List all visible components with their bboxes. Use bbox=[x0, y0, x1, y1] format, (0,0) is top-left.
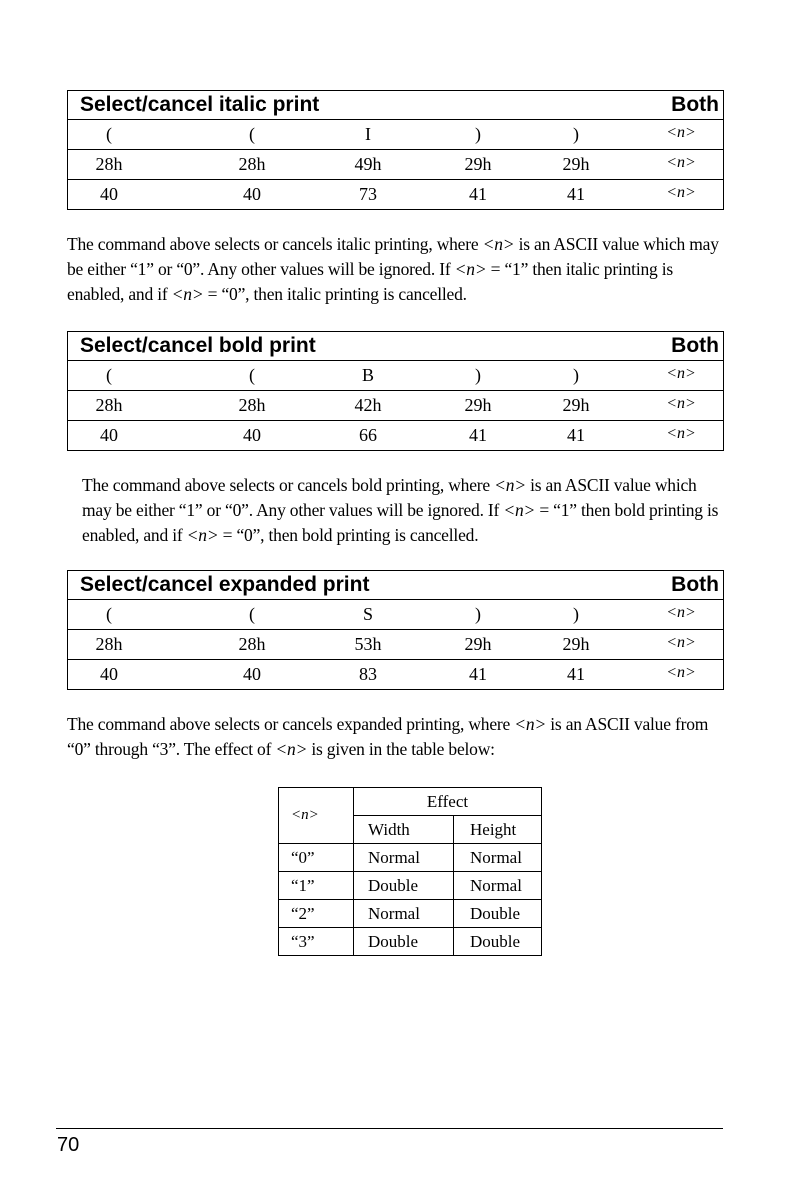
command-mode: Both bbox=[671, 334, 719, 357]
command-row-hex bbox=[68, 390, 723, 420]
code-cell: ( bbox=[249, 124, 255, 144]
table-cell: Double bbox=[454, 900, 542, 928]
code-cell: 41 bbox=[567, 184, 585, 204]
code-cell: B bbox=[361, 365, 375, 385]
code-cell: <n> bbox=[666, 604, 696, 621]
table-cell: Double bbox=[354, 928, 454, 956]
code-cell: 28h bbox=[238, 634, 266, 654]
code-cell: ) bbox=[475, 365, 481, 385]
code-cell: 53h bbox=[354, 634, 382, 654]
code-cell: 28h bbox=[95, 634, 123, 654]
code-cell: ) bbox=[475, 604, 481, 624]
command-title: Select/cancel italic print bbox=[80, 93, 320, 116]
code-cell: 29h bbox=[464, 395, 492, 415]
table-cell: “3” bbox=[279, 928, 354, 956]
code-cell: ( bbox=[249, 604, 255, 624]
command-row-ascii bbox=[68, 600, 723, 629]
table-row bbox=[279, 872, 542, 900]
code-cell: 29h bbox=[562, 154, 590, 174]
code-cell: 40 bbox=[243, 425, 261, 445]
command-row-ascii bbox=[68, 361, 723, 390]
command-title: Select/cancel bold print bbox=[80, 334, 316, 357]
code-cell: 41 bbox=[469, 184, 487, 204]
table-row bbox=[279, 900, 542, 928]
table-cell: “2” bbox=[279, 900, 354, 928]
command-mode: Both bbox=[671, 573, 719, 596]
code-cell: 41 bbox=[567, 664, 585, 684]
description-bold: The command above selects or cancels bold printing, where <n> is an ASCII value which may be either “1” or “0”. Any other values will be ignored. If <n> = “1” then bold printing is enabled, and if <n> = “0”, then bold printing is cancelled. bbox=[82, 475, 719, 545]
code-cell: ( bbox=[106, 365, 112, 385]
code-cell: ( bbox=[106, 124, 112, 144]
code-cell: 40 bbox=[243, 664, 261, 684]
command-row-hex bbox=[68, 149, 723, 179]
page-number: 70 bbox=[57, 1134, 80, 1156]
code-cell: <n> bbox=[666, 634, 696, 651]
command-header bbox=[68, 91, 723, 120]
code-cell: 28h bbox=[238, 395, 266, 415]
table-cell: Double bbox=[454, 928, 542, 956]
code-cell: ) bbox=[573, 124, 579, 144]
code-cell: 41 bbox=[469, 664, 487, 684]
code-cell: <n> bbox=[666, 395, 696, 412]
command-row-hex bbox=[68, 629, 723, 659]
code-cell: <n> bbox=[666, 124, 696, 141]
table-row bbox=[279, 928, 542, 956]
command-box-expanded bbox=[67, 570, 724, 690]
code-cell: 28h bbox=[95, 154, 123, 174]
command-row-decimal bbox=[68, 659, 723, 689]
code-cell: 40 bbox=[100, 184, 118, 204]
code-cell: 28h bbox=[238, 154, 266, 174]
code-cell: 42h bbox=[354, 395, 382, 415]
code-cell: 28h bbox=[95, 395, 123, 415]
code-cell: 29h bbox=[464, 634, 492, 654]
command-box-italic bbox=[67, 90, 724, 210]
command-row-decimal bbox=[68, 179, 723, 209]
table-cell: “0” bbox=[279, 844, 354, 872]
command-header bbox=[68, 332, 723, 361]
table-cell: Normal bbox=[454, 872, 542, 900]
width-header: Width bbox=[354, 816, 454, 844]
code-cell: ( bbox=[249, 365, 255, 385]
code-cell: <n> bbox=[666, 664, 696, 681]
command-row-ascii bbox=[68, 120, 723, 149]
table-cell: Normal bbox=[354, 900, 454, 928]
code-cell: 29h bbox=[562, 634, 590, 654]
param-header: <n> bbox=[279, 788, 354, 844]
command-header bbox=[68, 571, 723, 600]
command-title: Select/cancel expanded print bbox=[80, 573, 370, 596]
code-cell: <n> bbox=[666, 154, 696, 171]
code-cell: 66 bbox=[359, 425, 377, 445]
code-cell: ) bbox=[573, 365, 579, 385]
footer-rule bbox=[56, 1128, 723, 1129]
code-cell: <n> bbox=[666, 425, 696, 442]
table-cell: Normal bbox=[354, 844, 454, 872]
code-cell: 41 bbox=[567, 425, 585, 445]
command-mode: Both bbox=[671, 93, 719, 116]
code-cell: <n> bbox=[666, 184, 696, 201]
code-cell: ) bbox=[475, 124, 481, 144]
code-cell: I bbox=[365, 124, 371, 144]
table-cell: Double bbox=[354, 872, 454, 900]
code-cell: 40 bbox=[100, 425, 118, 445]
code-cell: 40 bbox=[243, 184, 261, 204]
height-header: Height bbox=[454, 816, 542, 844]
code-cell: S bbox=[362, 604, 374, 624]
code-cell: 73 bbox=[359, 184, 377, 204]
code-cell: 41 bbox=[469, 425, 487, 445]
command-box-bold bbox=[67, 331, 724, 451]
code-cell: ( bbox=[106, 604, 112, 624]
code-cell: 49h bbox=[354, 154, 382, 174]
code-cell: 29h bbox=[562, 395, 590, 415]
code-cell: <n> bbox=[666, 365, 696, 382]
effect-header: Effect bbox=[354, 788, 542, 816]
effect-table bbox=[278, 787, 542, 956]
code-cell: 40 bbox=[100, 664, 118, 684]
description-italic: The command above selects or cancels italic printing, where <n> is an ASCII value which may be either “1” or “0”. Any other values will be ignored. If <n> = “1” then italic printing is enabled, and if <n> = “0”, then italic printing is cancelled. bbox=[67, 234, 719, 304]
code-cell: ) bbox=[573, 604, 579, 624]
description-expanded: The command above selects or cancels expanded printing, where <n> is an ASCII value from “0” through “3”. The effect of <n> is given in the table below: bbox=[67, 714, 709, 759]
code-cell: 29h bbox=[464, 154, 492, 174]
table-cell: Normal bbox=[454, 844, 542, 872]
table-cell: “1” bbox=[279, 872, 354, 900]
code-cell: 83 bbox=[359, 664, 377, 684]
table-row bbox=[279, 844, 542, 872]
command-row-decimal bbox=[68, 420, 723, 450]
